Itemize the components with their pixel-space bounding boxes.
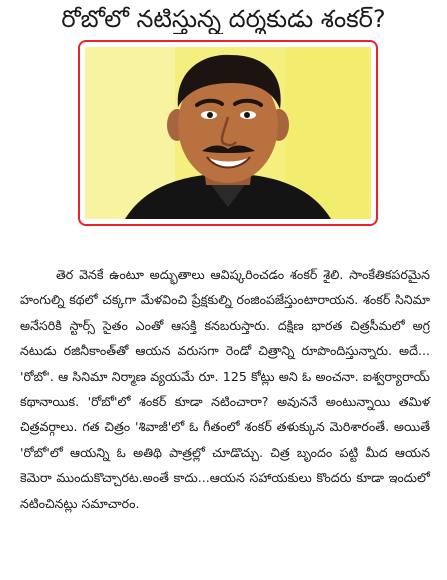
- headline: రోబోలో నటిస్తున్న దర్శకుడు శంకర్?: [61, 5, 386, 33]
- article-body: [20, 262, 430, 516]
- photo-frame: [78, 40, 378, 226]
- portrait-photo-icon: [85, 47, 371, 219]
- article-paragraph: తెర వెనకే ఉంటూ అద్భుతాలు ఆవిష్కరించడం శంకర్ శైలి. సాంకేతికపరమైన హంగుల్ని కథలో చక్కగా మేళవించి ప్రేక్షకుల్ని రంజింపజేస్తుంటారాయన. శంకర్ సినిమా అనేసరికి స్టార్స్ సైతం ఎంతో ఆసక్తి కనబరుస్తారు. దక్షిణ భారత చిత్రసీమలో అగ్ర నటుడు రజినీకాంత్‌తో ఆయన వరుసగా రెండో చిత్రాన్ని రూపొందిస్తున్నారు. అదే... 'రోబో'. ఆ సినిమా నిర్మాణ వ్యయమే రూ. 125 కోట్లు అని ఓ అంచనా. ఐశ్వర్యారాయ్ కథానాయిక. 'రోబో'లో శంకర్ కూడా నటించారా? అవుననే అంటున్నాయి తమిళ చిత్రవర్గాలు. గత చిత్రం 'శివాజీ'లో ఓ గీతంలో శంకర్ తళుక్కున మెరిశారంతే. అయితే 'రోబో'లో ఆయన్ని ఓ అతిథి పాత్రల్లో చూడొచ్చు. చిత్ర బృందం పట్టి మీద ఆయన కెమెరా ముందుకొచ్చారట.అంతే కాదు...ఆయన సహాయకులు కొందరు కూడా ఇందులో నటించినట్లు సమాచారం.: [20, 267, 430, 511]
